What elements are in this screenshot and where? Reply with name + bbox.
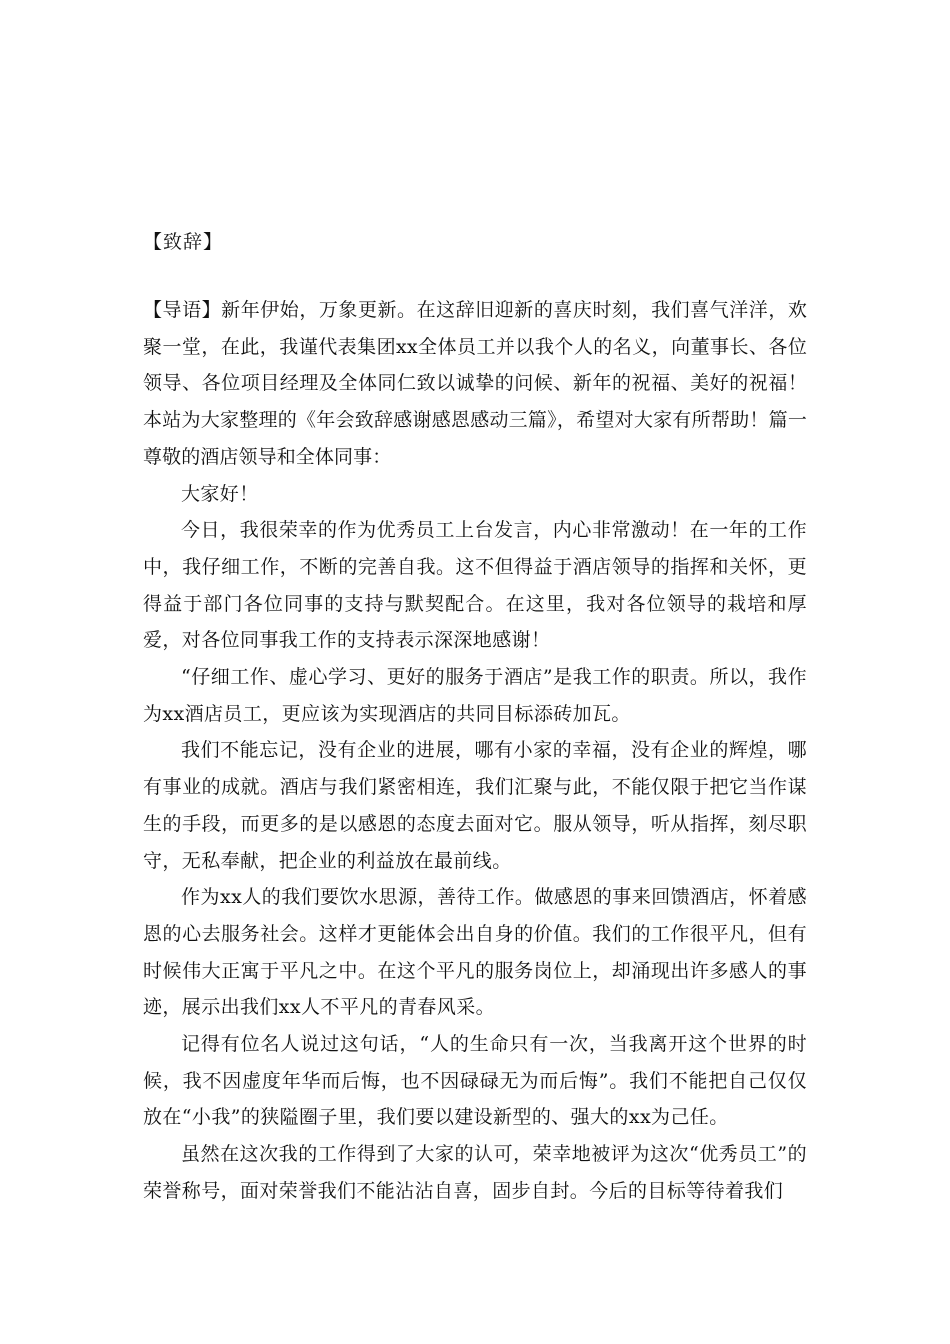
body-paragraph: 虽然在这次我的工作得到了大家的认可，荣幸地被评为这次“优秀员工”的荣誉称号，面对荣誉我们不能沾沾自喜，固步自封。今后的目标等待着我们 [143, 1143, 807, 1202]
body-paragraph: 我们不能忘记，没有企业的进展，哪有小家的幸福，没有企业的辉煌，哪有事业的成就。酒店与我们紧密相连，我们汇聚与此，不能仅限于把它当作谋生的手段，而更多的是以感恩的态度去面对它。服从领导，听从指挥，刻尽职守，无私奉献，把企业的利益放在最前线。 [143, 739, 807, 872]
intro-paragraph: 【导语】新年伊始，万象更新。在这辞旧迎新的喜庆时刻，我们喜气洋洋，欢聚一堂，在此，我谨代表集团xx全体员工并以我个人的名义，向董事长、各位领导、各位项目经理及全体同仁致以诚挚的问候、新年的祝福、美好的祝福！本站为大家整理的《年会致辞感谢感恩感动三篇》，希望对大家有所帮助！篇一 尊敬的酒店领导和全体同事： [143, 299, 846, 468]
body-paragraph: 作为xx人的我们要饮水思源，善待工作。做感恩的事来回馈酒店，怀着感恩的心去服务社会。这样才更能体会出自身的价值。我们的工作很平凡，但有时候伟大正寓于平凡之中。在这个平凡的服务岗位上，却涌现出许多感人的事迹，展示出我们xx人不平凡的青春风采。 [143, 886, 807, 1019]
body-paragraph: 记得有位名人说过这句话，“人的生命只有一次，当我离开这个世界的时候，我不因虚度年华而后悔，也不因碌碌无为而后悔”。我们不能把自己仅仅放在“小我”的狭隘圈子里，我们要以建设新型的、强大的xx为己任。 [143, 1033, 807, 1129]
document-body [143, 292, 846, 1210]
greeting-paragraph: 大家好！ [181, 482, 259, 505]
body-paragraph: 今日，我很荣幸的作为优秀员工上台发言，内心非常激动！在一年的工作中，我仔细工作，不断的完善自我。这不但得益于酒店领导的指挥和关怀，更得益于部门各位同事的支持与默契配合。在这里，我对各位领导的栽培和厚爱，对各位同事我工作的支持表示深深地感谢！ [143, 519, 807, 652]
document-title: 【致辞】 [143, 231, 224, 253]
body-paragraph: “仔细工作、虚心学习、更好的服务于酒店”是我工作的职责。所以，我作为xx酒店员工，更应该为实现酒店的共同目标添砖加瓦。 [143, 666, 807, 725]
